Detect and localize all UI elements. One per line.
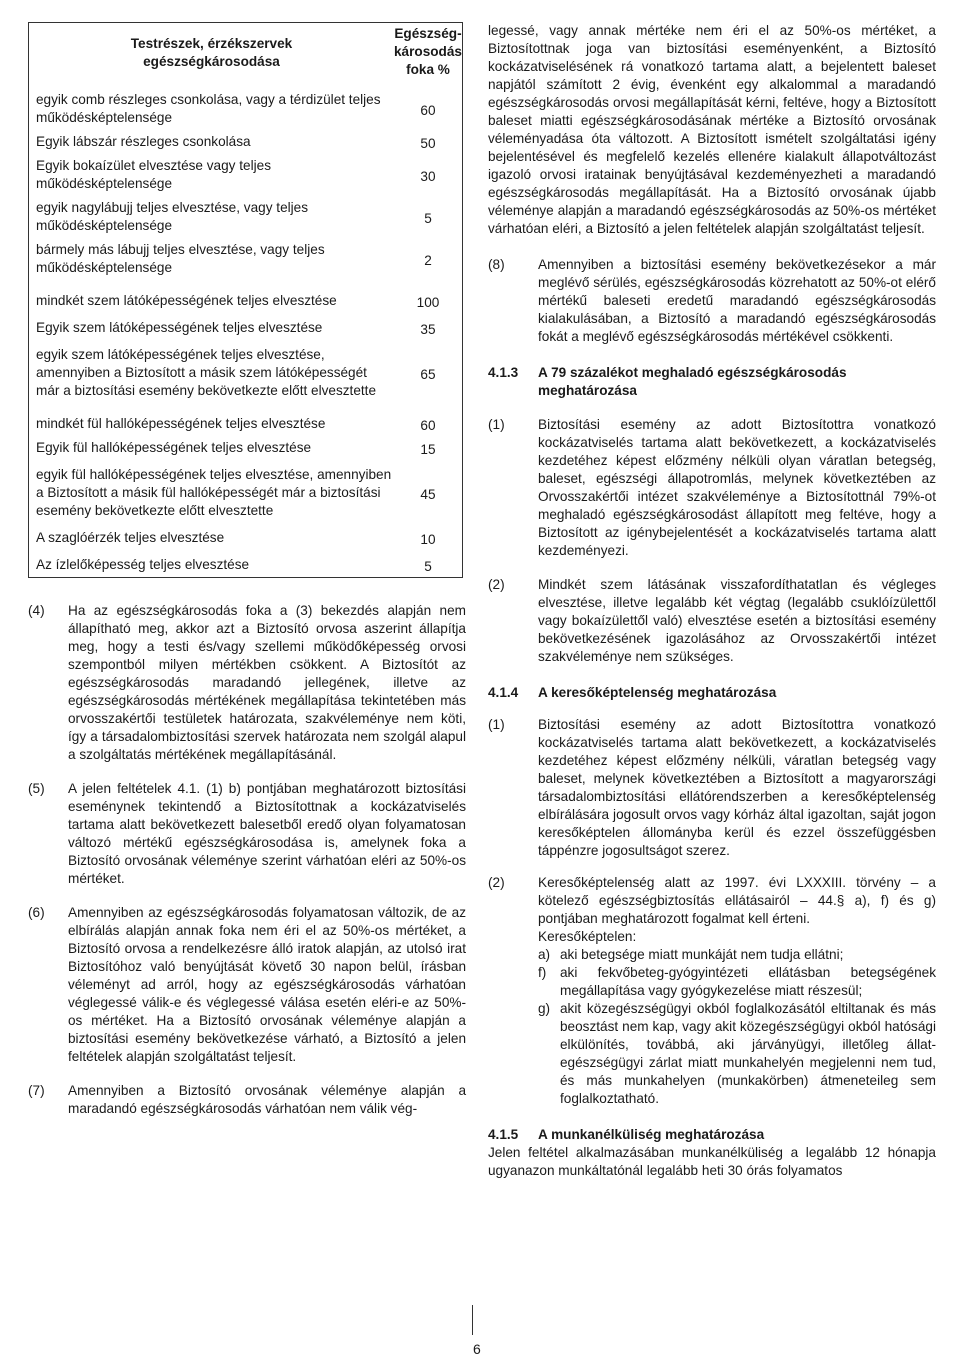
row-label: Az ízlelőképesség teljes elvesztése: [36, 557, 250, 572]
paragraph-4-1-4-1: [488, 716, 936, 860]
list-item: [538, 946, 936, 964]
paragraph: [488, 416, 936, 560]
row-value: 45: [420, 486, 436, 502]
section-4-1-5-text: Jelen feltétel alkalmazásában munkanélküliség a legalább 12 hónapja ugyanazon munkáltatónál legalább heti 30 órás folyamatos: [488, 1145, 936, 1178]
column-divider: [472, 1305, 473, 1335]
para-text: Amennyiben a biztosítási esemény bekövetkezésekor a már meglévő sérülés, egészségkárosodás közrehatott az 50%-ot elérő mértékű baleseti eredetű maradandó egészségkárosodás kialakulásában, a Biztosító a maradandó egészségkárosodás fokát a meglévő egészségkárosodás mértékével csökkenti.: [538, 257, 936, 344]
section-number: 4.1.3: [488, 365, 519, 380]
row-label: Egyik fül hallóképességének teljes elvesztése: [36, 440, 312, 455]
row-label: Egyik bokaízület elvesztése vagy teljes működésképtelensége: [36, 158, 271, 191]
row-label: mindkét fül hallóképességének teljes elvesztése: [36, 416, 326, 431]
section-4-1-5-heading: [488, 1126, 936, 1144]
para-text: Biztosítási esemény az adott Biztosítottra vonatkozó kockázatviselés tartama alatt bekövetkezett, a kockázatviselés kezdetéhez képest előzmény nélküli olyan váratlan betegség, baleset, egészségi állapotromlás, melynek következtében az Orvosszakértői intézet szakvéleménye a Biztosítottnál 79%-ot meghaladó egészségkárosodást állapított meg feltéve, hogy a Biztosított az igénybejelentését a kockázatviselés tartama alatt kezdeményezi.: [538, 417, 936, 558]
row-value: 35: [420, 321, 436, 337]
row-label: mindkét szem látóképességének teljes elvesztése: [36, 293, 337, 308]
para-text: Amennyiben az egészségkárosodás folyamatosan változik, de az elbírálás alapján annak foka nem éri el az 50%-os mértéket, a Biztosító orvosa a rendelkezésre álló iratok alapján, az utolsó irat Biztosítóhoz való benyújtását követő 30 napon belül, írásban véleményt ad arról, hogy az egészségkárosodás várhatóan véglegessé válik-e és véglegessé válása esetén eléri-e az 50%-os mértéket. Ha a Biztosító orvosának véleménye alapján a biztosítási esemény bekövetkezése várható, a Biztosító a jelen feltételek alapján szolgáltatást teljesít.: [68, 905, 466, 1064]
para-number: (4): [28, 603, 45, 618]
table-row: [29, 340, 463, 403]
table-row: [29, 154, 463, 196]
list-letter: a): [538, 947, 551, 962]
section-title: A keresőképtelenség meghatározása: [538, 685, 777, 700]
row-label: bármely más lábujj teljes elvesztése, vagy teljes működésképtelensége: [36, 242, 325, 275]
para-text: A jelen feltételek 4.1. (1) b) pontjában meghatározott biztosítási eseménynek tekintendő a Biztosítottnak a kockázatviselés tartama alatt bekövetkezett balesetből eredő olyan folyamatosan változó mértékű egészségkárosodása is, amelynek foka a Biztosító orvosának véleménye szerint várhatóan eléri az 50%-os mértéket.: [68, 781, 466, 886]
paragraph: [28, 602, 466, 764]
header-right-line: Egészség-: [394, 26, 462, 41]
paragraph-4-1-4-2: [488, 874, 936, 1108]
list-letter: f): [538, 965, 547, 980]
paragraph: [28, 780, 466, 888]
para-number: (8): [488, 257, 505, 272]
table-row: [29, 313, 463, 340]
para-text: Mindkét szem látásának visszafordíthatatlan és végleges elvesztése, illetve legalább két végtag (legalább csuklóízülettől vagy bokaízülettől való) elvesztése esetén a biztosítási esemény bekövetkezésének igazolásához az Orvosszakértői intézet szakvéleménye nem szükséges.: [538, 577, 936, 664]
row-label: egyik szem látóképességének teljes elvesztése, amennyiben a Biztosított a másik szem látóképességét már a biztosítási esemény bekövetkezte előtt elvesztette: [36, 347, 377, 398]
list-item: [538, 964, 936, 1000]
row-value: 2: [424, 252, 432, 268]
row-label: Egyik lábszár részleges csonkolása: [36, 134, 251, 149]
table-row: [29, 280, 463, 313]
table-row: [29, 436, 463, 460]
continued-paragraph: legessé, vagy annak mértéke nem éri el az 50%-os mértéket, a Biztosítottnak joga van biztosítási eseményenként, a Biztosító kockázatviselésének rá vonatkozó tartama alatt, a bejelentett baleset napjától számított 2 évig, évenként egy alkalommal a maradandó egészségkárosodás orvosi megállapítását kérni, feltéve, hogy a Biztosított baleset miatti egészségkárosodásának mértéke a Biztosító orvosának véleményadása óta változott. A Biztosított ismételt szolgáltatási igény bejelentésével és megfelelő kezelés ellenére kialakult állapotváltozást igazoló orvosi iratainak benyújtásával kezdeményezheti a maradandó egészségkárosodás megállapítását. Ha a Biztosító orvosának újabb véleménye alapján a maradandó egészségkárosodás az 50%-os mértéket várhatóan eléri, a Biztosító a jelen feltételek alapján szolgáltatást teljesít.: [488, 23, 936, 236]
para-text: Ha az egészségkárosodás foka a (3) bekezdés alapján nem állapítható meg, akkor azt a Biztosító orvosa aszerint állapítja meg, hogy a testi és/vagy szellemi működőképesség orvosi szempontból milyen mértékben csökkent. A Biztosítót az egészségkárosodás maradandó jellegének, illetve az egészségkárosodás mértékének megállapítása tekintetében más orvosszakértői testületek határozata, szakvéleménye nem köti, így a társadalombiztosítási szervek határozata nem szolgál alapul a szolgáltatás mértékének megállapításánál.: [68, 603, 466, 762]
header-left-line: egészségkárosodása: [143, 54, 280, 69]
section-title: A munkanélküliség meghatározása: [538, 1127, 765, 1142]
row-value: 5: [424, 558, 432, 574]
para-lead: Keresőképtelen:: [538, 929, 637, 944]
left-column: [28, 22, 466, 1118]
list-text: aki betegsége miatt munkáját nem tudja ellátni;: [560, 947, 844, 962]
section-number: 4.1.4: [488, 685, 519, 700]
page-number: 6: [473, 1341, 481, 1357]
right-column: [488, 22, 936, 1180]
para-number: (2): [488, 577, 505, 592]
header-right-line: foka %: [406, 62, 450, 77]
row-value: 5: [424, 210, 432, 226]
para-text: Biztosítási esemény az adott Biztosítottra vonatkozó kockázatviselés tartama alatt bekövetkezett, a kockázatviselés kezdetéhez képest előzmény nélküli, váratlan betegség vagy baleset, melynek következtében a Biztosított a magyarországi társadalombiztosítási ellátórendszerben a keresőképtelenség elbírálására jogosult orvos vagy kórház által igazoltan, saját jogon keresőképtelen állományba kerül és ezzel összefüggésben táppénzre jogosultságot szerez.: [538, 717, 936, 858]
row-value: 65: [420, 366, 436, 382]
row-value: 60: [420, 102, 436, 118]
table-row: [29, 523, 463, 550]
row-label: egyik nagylábujj teljes elvesztése, vagy teljes működésképtelensége: [36, 200, 309, 233]
para-text: Keresőképtelenség alatt az 1997. évi LXXXIII. törvény – a kötelező egészségbiztosítás ellátásairól – 44.§ a), f) és g) pontjában meghatározott fogalmat kell érteni.: [538, 875, 936, 926]
header-right-line: károsodás: [393, 44, 462, 59]
paragraph-8: [488, 256, 936, 346]
row-label: Egyik szem látóképességének teljes elvesztése: [36, 320, 323, 335]
row-label: egyik comb részleges csonkolása, vagy a térdizület teljes működésképtelensége: [36, 92, 381, 125]
table-header-right: [394, 23, 463, 82]
section-title: A 79 százalékot meghaladó egészségkárosodás meghatározása: [538, 365, 847, 398]
list-letter: g): [538, 1001, 551, 1016]
section-4-1-4-heading: [488, 684, 936, 702]
table-row: [29, 238, 463, 280]
table-row: [29, 550, 463, 578]
row-value: 30: [420, 168, 436, 184]
section-4-1-3-heading: [488, 364, 936, 400]
header-left-line: Testrészek, érzékszervek: [130, 36, 293, 51]
table-row: [29, 403, 463, 436]
para-number: (7): [28, 1083, 45, 1098]
list-text: aki fekvőbeteg-gyógyintézeti ellátásban betegségének megállapítása vagy gyógykezelése miatt részesül;: [560, 965, 936, 998]
paragraph: [28, 904, 466, 1066]
table-row: [29, 460, 463, 523]
row-value: 15: [420, 441, 436, 457]
table-row: [29, 130, 463, 154]
row-label: egyik fül hallóképességének teljes elvesztése, amennyiben a Biztosított a másik fül hallóképességét már a biztosítási esemény bekövetkezte előtt elvesztette: [36, 467, 392, 518]
disability-table: [28, 22, 463, 578]
para-number: (5): [28, 781, 45, 796]
row-value: 100: [416, 294, 440, 310]
row-value: 50: [420, 135, 436, 151]
row-value: 10: [420, 531, 436, 547]
table-header-left: [29, 23, 394, 82]
paragraph: [28, 1082, 466, 1118]
row-value: 60: [420, 417, 436, 433]
section-number: 4.1.5: [488, 1127, 519, 1142]
table-row: [29, 81, 463, 130]
para-number: (1): [488, 717, 505, 732]
row-label: A szaglóérzék teljes elvesztése: [36, 530, 225, 545]
para-number: (1): [488, 417, 505, 432]
list-item: [538, 1000, 936, 1108]
paragraph: [488, 576, 936, 666]
para-number: (6): [28, 905, 45, 920]
table-row: [29, 196, 463, 238]
para-number: (2): [488, 875, 505, 890]
list-text: akit közegészségügyi okból foglalkozásától eltiltanak és más beosztást nem kap, vagy akit közegészségügyi okból hatósági elkülönítés, továbbá, aki járványügyi, illetőleg állat-egészségügyi zárlat miatt munkahelyén megjelenni nem tud, és más munkahelyen (munkakörben) átmeneteileg sem foglalkoztatható.: [560, 1001, 936, 1106]
para-text: Amennyiben a Biztosító orvosának véleménye alapján a maradandó egészségkárosodás várhatóan nem válik vég-: [68, 1083, 466, 1116]
